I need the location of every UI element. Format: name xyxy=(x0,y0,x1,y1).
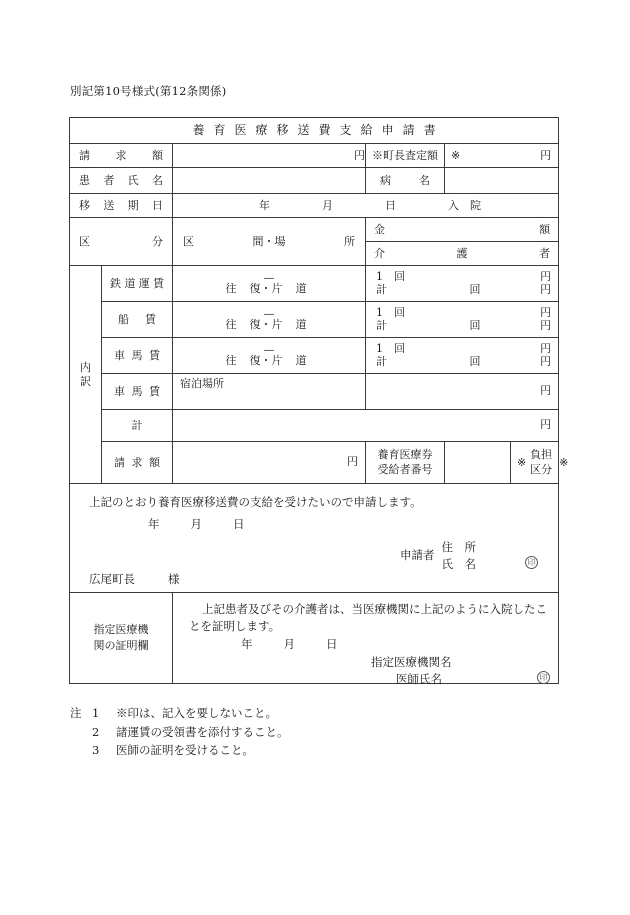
label-char: 道 xyxy=(295,282,307,296)
title-char: 送 xyxy=(297,123,310,137)
month-label: 月 xyxy=(322,198,333,212)
yen-unit: 円 xyxy=(540,383,552,397)
total-label: 計 xyxy=(376,354,387,368)
doctor-name-label: 医師氏名 xyxy=(396,672,442,686)
certification-row xyxy=(70,593,559,684)
day-label: 日 xyxy=(385,198,396,212)
fare-amount-ship-field[interactable] xyxy=(366,302,559,338)
label-char: 額 xyxy=(149,455,160,469)
label-char-uchi: 内 xyxy=(80,360,91,374)
subtotal-row xyxy=(70,410,559,442)
year-label: 年 xyxy=(259,198,270,212)
seal-icon: 印 xyxy=(525,556,538,569)
label-char: 金 xyxy=(374,222,385,236)
lodging-place-label: 宿泊場所 xyxy=(180,377,224,390)
footnote-item xyxy=(70,723,289,742)
form-number: 別記第10号様式(第12条関係) xyxy=(70,84,227,98)
yen-unit: 円 xyxy=(540,148,552,162)
patient-name-label xyxy=(70,168,173,194)
claim-amount-label xyxy=(70,144,173,168)
yen-unit: 円 xyxy=(540,282,552,296)
certification-label-line2: 関の証明欄 xyxy=(93,639,149,652)
transport-date-label xyxy=(70,194,173,218)
label-char: 運 xyxy=(138,276,150,290)
footnotes xyxy=(70,704,289,760)
label-char: 護 xyxy=(456,246,468,260)
label-char: 道 xyxy=(295,354,307,368)
institution-name-label: 指定医療機関名 xyxy=(371,655,452,669)
asterisk-mark: ※ xyxy=(451,148,461,162)
patient-name-field[interactable] xyxy=(173,168,366,194)
title-char: 給 xyxy=(360,123,373,137)
transport-date-row xyxy=(70,194,559,218)
yen-unit: 円 xyxy=(540,341,552,355)
yen-unit: 円 xyxy=(540,318,552,332)
yen-unit: 円 xyxy=(540,269,552,283)
month-label: 月 xyxy=(283,637,295,651)
label-char: 額 xyxy=(152,148,163,162)
title-char: 医 xyxy=(234,123,247,137)
label-char: 車 xyxy=(114,348,125,362)
patient-name-row xyxy=(70,168,559,194)
footnote-item xyxy=(70,704,289,723)
label-char: 復・片 xyxy=(249,318,283,332)
total-label: 計 xyxy=(376,318,387,332)
dash-mark: ― xyxy=(264,344,274,356)
label-char: 復・片 xyxy=(249,354,283,368)
day-label: 日 xyxy=(326,637,338,651)
label-char: 鉄 xyxy=(110,276,121,290)
admission-label: 入 院 xyxy=(448,198,481,212)
title-char: 育 xyxy=(213,123,226,137)
lodging-name-label xyxy=(102,374,173,410)
once-label: 1 回 xyxy=(376,305,405,319)
footnote-text: ※印は、記入を要しないこと。 xyxy=(116,706,277,720)
assessed-amount-value-field[interactable] xyxy=(445,144,559,168)
label-char: 賃 xyxy=(145,312,156,326)
subtotal-label: 計 xyxy=(102,410,173,442)
fare-amount-vehicle-field[interactable] xyxy=(366,338,559,374)
once-label: 1 回 xyxy=(376,269,405,283)
transport-date-field[interactable] xyxy=(173,194,559,218)
voucher-label-line1: 養育医療券 xyxy=(377,447,433,461)
claim-summary-amount-field[interactable] xyxy=(173,442,366,484)
lodging-place-field[interactable] xyxy=(173,374,366,410)
fare-amount-railway-field[interactable] xyxy=(366,266,559,302)
declaration-row xyxy=(70,484,559,593)
section-label xyxy=(70,218,173,266)
label-char: 移 xyxy=(79,198,90,212)
day-label: 日 xyxy=(233,517,245,531)
once-label: 1 回 xyxy=(376,341,405,355)
amount-label xyxy=(366,218,559,242)
assessed-amount-label: ※町長査定額 xyxy=(366,144,445,168)
certification-label xyxy=(70,593,173,684)
label-char: 往 xyxy=(225,354,237,368)
label-char: 介 xyxy=(374,246,385,260)
title-char: 費 xyxy=(318,123,331,137)
addressee-honorific: 様 xyxy=(168,572,180,586)
fare-name-railway xyxy=(102,266,173,302)
label-char: 名 xyxy=(151,173,163,187)
burden-category-label xyxy=(511,442,559,484)
breakdown-vertical-label xyxy=(70,266,102,484)
label-char: 期 xyxy=(127,198,139,212)
yen-unit: 円 xyxy=(347,454,358,468)
label-char: 額 xyxy=(539,222,551,236)
claim-amount-row xyxy=(70,144,559,168)
title-char: 書 xyxy=(423,123,436,137)
label-char: 求 xyxy=(131,455,143,469)
addressee-block xyxy=(89,572,180,586)
asterisk-mark: ※ xyxy=(559,455,569,469)
label-char: 賃 xyxy=(149,348,160,362)
fare-route-vehicle-field[interactable] xyxy=(173,338,366,374)
certification-date[interactable] xyxy=(241,637,338,651)
declaration-cell xyxy=(70,484,559,593)
label-char: 道 xyxy=(124,276,136,290)
count-unit: 回 xyxy=(469,354,481,368)
application-form-table xyxy=(69,117,569,686)
label-char: 日 xyxy=(151,198,163,212)
disease-name-label xyxy=(366,168,445,194)
dash-mark: ― xyxy=(264,272,274,284)
fare-row-railway xyxy=(70,266,559,302)
claim-amount-value-field[interactable] xyxy=(173,144,366,168)
label-char: 往 xyxy=(225,318,237,332)
label-char: 者 xyxy=(539,246,551,260)
caregiver-label xyxy=(366,242,559,266)
label-char: 名 xyxy=(419,173,430,187)
footnote-number: 1 xyxy=(92,706,100,720)
applicant-block xyxy=(400,539,476,572)
claim-summary-label xyxy=(102,442,173,484)
fare-route-ship-field[interactable] xyxy=(173,302,366,338)
label-char: 間・場 xyxy=(252,234,286,248)
footnote-number: 3 xyxy=(92,743,100,758)
label-char: 請 xyxy=(79,148,90,162)
applicant-seal xyxy=(525,554,538,569)
title-char: 移 xyxy=(276,123,289,137)
label-char: 馬 xyxy=(131,348,143,362)
footnote-text: 医師の証明を受けること。 xyxy=(116,743,254,758)
footnote-item xyxy=(70,741,289,760)
label-char: 患 xyxy=(79,173,90,187)
title-char: 養 xyxy=(192,123,205,137)
form-title xyxy=(70,123,558,138)
seal-icon: 印 xyxy=(537,671,550,684)
label-char: 往 xyxy=(225,282,237,296)
fare-row-vehicle xyxy=(70,338,559,374)
label-char: 道 xyxy=(295,318,307,332)
voucher-number-field[interactable] xyxy=(445,442,511,484)
form-title-cell xyxy=(70,118,559,144)
lodging-row xyxy=(70,374,559,410)
label-char: 復・片 xyxy=(249,282,283,296)
label-char: 請 xyxy=(114,455,125,469)
count-unit: 回 xyxy=(469,318,481,332)
voucher-label-line2: 受給者番号 xyxy=(377,462,433,476)
title-char: 療 xyxy=(255,123,268,137)
label-char: 者 xyxy=(103,173,115,187)
asterisk-mark: ※ xyxy=(516,455,527,469)
dash-mark: ― xyxy=(264,308,274,320)
label-char: 船 xyxy=(118,312,129,326)
lodging-amount-field[interactable] xyxy=(366,374,559,410)
form-title-row xyxy=(70,118,559,144)
burden-label-line2: 区分 xyxy=(530,462,553,476)
total-label: 計 xyxy=(376,282,387,296)
footnote-label: 注 xyxy=(70,706,82,720)
applicant-address-label: 住 所 xyxy=(441,540,476,554)
label-char: 賃 xyxy=(152,276,164,290)
title-char: 申 xyxy=(381,123,394,137)
fare-route-railway-field[interactable] xyxy=(173,266,366,302)
label-char: 車 xyxy=(114,384,125,398)
fare-name-vehicle xyxy=(102,338,173,374)
label-char: 求 xyxy=(115,148,127,162)
year-label: 年 xyxy=(241,637,253,651)
declaration-statement: 上記のとおり養育医療移送費の支給を受けたいので申請します。 xyxy=(89,495,422,509)
subtotal-amount-field[interactable] xyxy=(173,410,559,442)
certification-statement: 上記患者及びその介護者は、当医療機関に上記のように入院したことを証明します。 xyxy=(189,602,547,634)
voucher-number-label xyxy=(366,442,445,484)
fare-name-ship xyxy=(102,302,173,338)
month-label: 月 xyxy=(190,517,202,531)
place-label xyxy=(173,218,366,266)
count-unit: 回 xyxy=(469,282,481,296)
footnote-number: 2 xyxy=(92,724,100,739)
year-label: 年 xyxy=(148,517,160,531)
yen-unit: 円 xyxy=(540,354,552,368)
doctor-seal xyxy=(537,669,550,684)
declaration-date[interactable] xyxy=(148,517,245,531)
label-char: 氏 xyxy=(127,173,139,187)
yen-unit: 円 xyxy=(540,417,552,431)
disease-name-field[interactable] xyxy=(445,168,559,194)
certification-cell xyxy=(173,593,559,684)
label-char: 送 xyxy=(103,198,115,212)
addressee-name: 広尾町長 xyxy=(89,572,135,586)
label-char: 賃 xyxy=(149,384,160,398)
claim-summary-row xyxy=(70,442,559,484)
section-header-amount-row xyxy=(70,218,559,242)
label-char: 所 xyxy=(344,234,355,248)
label-char: 馬 xyxy=(131,384,143,398)
label-char: 区 xyxy=(79,234,90,248)
yen-unit: 円 xyxy=(354,148,365,162)
label-char-wake: 訳 xyxy=(80,374,91,388)
burden-label-line1: 負担 xyxy=(530,448,553,462)
footnote-text: 諸運賃の受領書を添付すること。 xyxy=(116,724,289,739)
title-char: 支 xyxy=(339,123,352,137)
applicant-label: 申請者 xyxy=(400,548,435,563)
fare-row-ship xyxy=(70,302,559,338)
title-char: 請 xyxy=(402,123,415,137)
label-char: 病 xyxy=(380,173,391,187)
certification-label-line1: 指定医療機 xyxy=(93,623,149,637)
label-char: 区 xyxy=(183,234,194,248)
applicant-name-label: 氏 名 xyxy=(441,556,476,571)
yen-unit: 円 xyxy=(540,305,552,319)
label-char: 分 xyxy=(152,234,163,248)
